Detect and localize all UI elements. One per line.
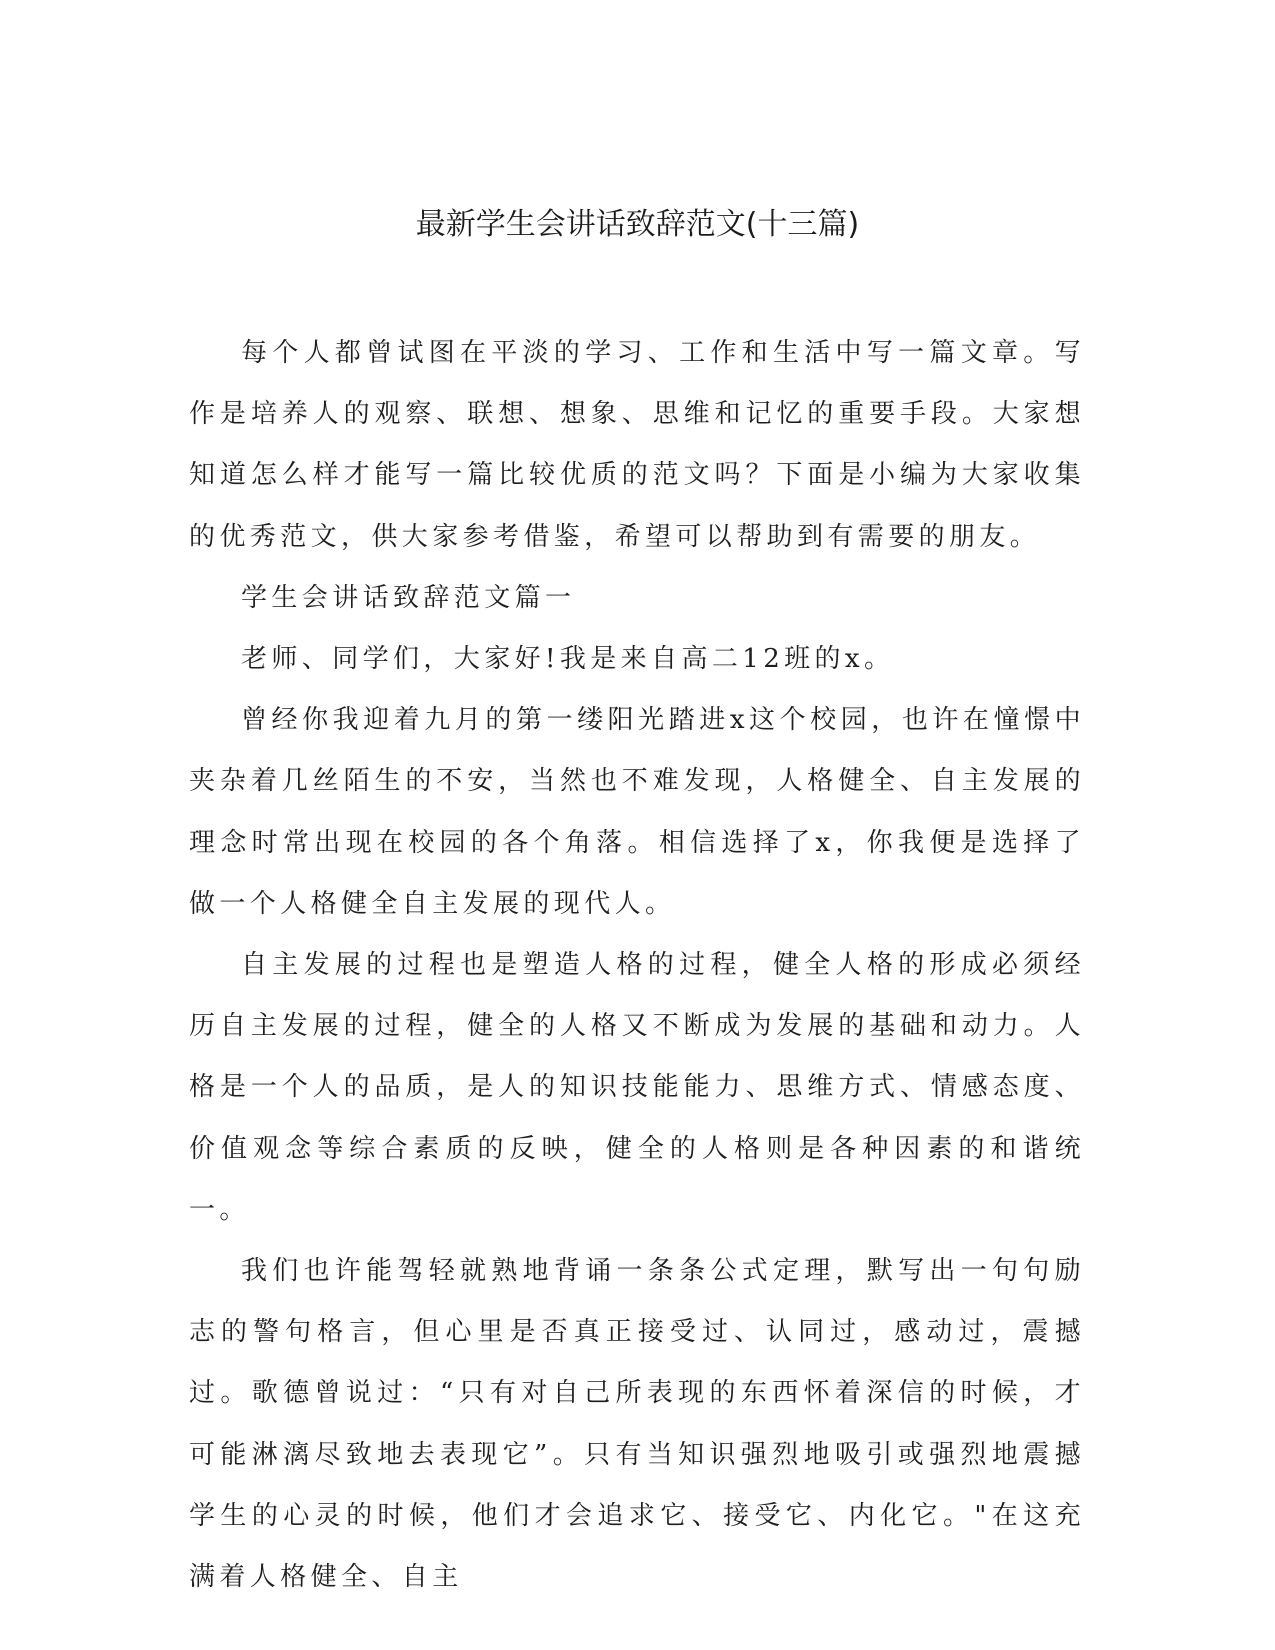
body-paragraph: 我们也许能驾轻就熟地背诵一条条公式定理，默写出一句句励志的警句格言，但心里是否真正接受过、认同过，感动过，震撼过。歌德曾说过：“只有对自己所表现的东西怀着深信的时候，才可能淋漓尽致地去表现它”。只有当知识强烈地吸引或强烈地震撼学生的心灵的时候，他们才会追求它、接受它、内化它。"在这充满着人格健全、自主	[189, 1256, 1085, 1593]
intro-paragraph: 每个人都曾试图在平淡的学习、工作和生活中写一篇文章。写作是培养人的观察、联想、想象、思维和记忆的重要手段。大家想知道怎么样才能写一篇比较优质的范文吗？下面是小编为大家收集的优秀范文，供大家参考借鉴，希望可以帮助到有需要的朋友。	[189, 338, 1085, 552]
greeting-paragraph: 老师、同学们，大家好!我是来自高二12班的x。	[241, 644, 895, 675]
body-paragraph: 曾经你我迎着九月的第一缕阳光踏进x这个校园，也许在憧憬中夹杂着几丝陌生的不安，当然也不难发现，人格健全、自主发展的理念时常出现在校园的各个角落。相信选择了x，你我便是选择了做一个人格健全自主发展的现代人。	[189, 705, 1085, 919]
section-heading: 学生会讲话致辞范文篇一	[241, 582, 576, 613]
body-paragraph: 自主发展的过程也是塑造人格的过程，健全人格的形成必须经历自主发展的过程，健全的人格又不断成为发展的基础和动力。人格是一个人的品质，是人的知识技能能力、思维方式、情感态度、价值观念等综合素质的反映，健全的人格则是各种因素的和谐统一。	[189, 950, 1085, 1225]
document-title: 最新学生会讲话致辞范文(十三篇)	[415, 207, 860, 242]
document-body	[189, 323, 1085, 1608]
